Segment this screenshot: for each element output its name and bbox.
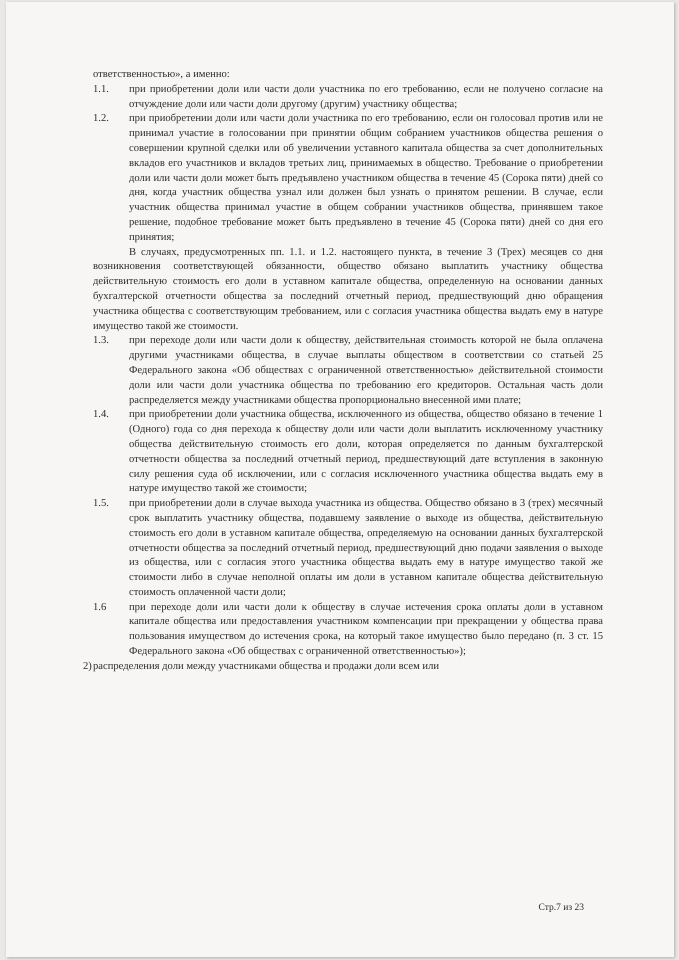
list-item-2: 2) распределения доли между участниками общества и продажи доли всем или xyxy=(93,660,603,675)
paragraph-cases: В случаях, предусмотренных пп. 1.1. и 1.2. настоящего пункта, в течение 3 (Трех) месяцев со дня возникновения соответствующей обязанности, общество обязано выплатить участнику общества действительную стоимость его доли в уставном капитале общества, определенную на основании данных бухгалтерской отчетности общества за последний отчетный период, предшествующий дню обращения участника общества с соответствующим требованием, или с согласия участника общества выдать ему в натуре имущество такой же стоимости. xyxy=(93,246,603,332)
document-body xyxy=(83,68,603,675)
item-number: 1.4. xyxy=(93,409,109,421)
item-text: распределения доли между участниками общества и продажи доли всем или xyxy=(93,660,440,672)
list-item-1-5 xyxy=(93,497,603,601)
item-text: при приобретении доли в случае выхода участника из общества. Общество обязано в 3 (трех) месячный срок выплатить участнику общества, подавшему заявление о выходе из общества, действительную стоимость его доли в уставном капитале общества, определяемую на основании данных бухгалтерской отчетности общества за последний отчетный период, предшествующий дню подачи заявления о выходе из общества, или с согласия этого участника общества выдать ему в натуре имущество такой же стоимости либо в случае неполной оплаты им доли в уставном капитале общества действительную стоимость оплаченной части доли; xyxy=(129,498,603,598)
item-text: при приобретении доли или части доли участника по его требованию, если не получено согласие на отчуждение доли или части доли другому (другим) участнику общества; xyxy=(129,83,603,110)
item-text: при приобретении доли или части доли участника по его требованию, если он голосовал против или не принимал участие в голосовании при принятии общим собранием участников общества решения о совершении крупной сделки или об увеличении уставного капитала общества за счет дополнительных вкладов его участников и вкладов третьих лиц, принимаемых в общество. Требование о приобретении доли или части доли может быть предъявлено участником общества в течение 45 (Сорока пяти) дней со дня, когда участник общества узнал или должен был узнать о принятом решении. В случае, если участник общества принимал участие в общем собрании участников общества, принявшем такое решение, подобное требование может быть предъявлено в течение 45 (Сорока пяти) дней со дня его принятия; xyxy=(129,113,603,243)
list-item-1-2 xyxy=(93,112,603,245)
item-number: 1.5. xyxy=(93,498,109,510)
item-text: при переходе доли или части доли к обществу, действительная стоимость которой не была оплачена другими участниками общества, в случае выплаты обществом в соответствии со статьей 25 Федерального закона «Об обществах с ограниченной ответственностью» действительной стоимости доли или части доли участника общества по требованию его кредиторов. Остальная часть доли распределяется между участниками общества пропорционально внесенной ими плате; xyxy=(129,335,603,406)
item-number: 1.2. xyxy=(93,113,109,125)
list-item-1-4 xyxy=(93,408,603,497)
page-number: Стр.7 из 23 xyxy=(538,903,584,913)
list-item-1-3 xyxy=(93,334,603,408)
item-number: 1.3. xyxy=(93,335,109,347)
page-footer xyxy=(539,903,584,913)
list-item-1-1 xyxy=(93,83,603,113)
item-text: при приобретении доли участника общества, исключенного из общества, общество обязано в течение 1 (Одного) года со дня перехода к обществу доли или части доли выплатить исключенному участнику общества действительную стоимость его доли, которая определяется по данным бухгалтерской отчетности общества за последний отчетный период, предшествующий дате вступления в законную силу решения суда об исключении, или с согласия исключенного участника общества выдать ему в натуре имущество такой же стоимости; xyxy=(129,409,603,495)
document-page xyxy=(6,2,674,957)
item-number: 1.1. xyxy=(93,83,109,95)
lead-text: ответственностью», а именно: xyxy=(93,69,230,80)
item-text: при переходе доли или части доли к обществу в случае истечения срока оплаты доли в уставном капитале общества или предоставления участником компенсации при прекращении у общества права пользования имуществом до истечения срока, на который такое имущество было передано (п. 3 ст. 15 Федерального закона «Об обществах с ограниченной ответственностью»); xyxy=(129,601,603,658)
list-item-1-6 xyxy=(93,601,603,660)
item-number: 1.6 xyxy=(93,601,107,613)
